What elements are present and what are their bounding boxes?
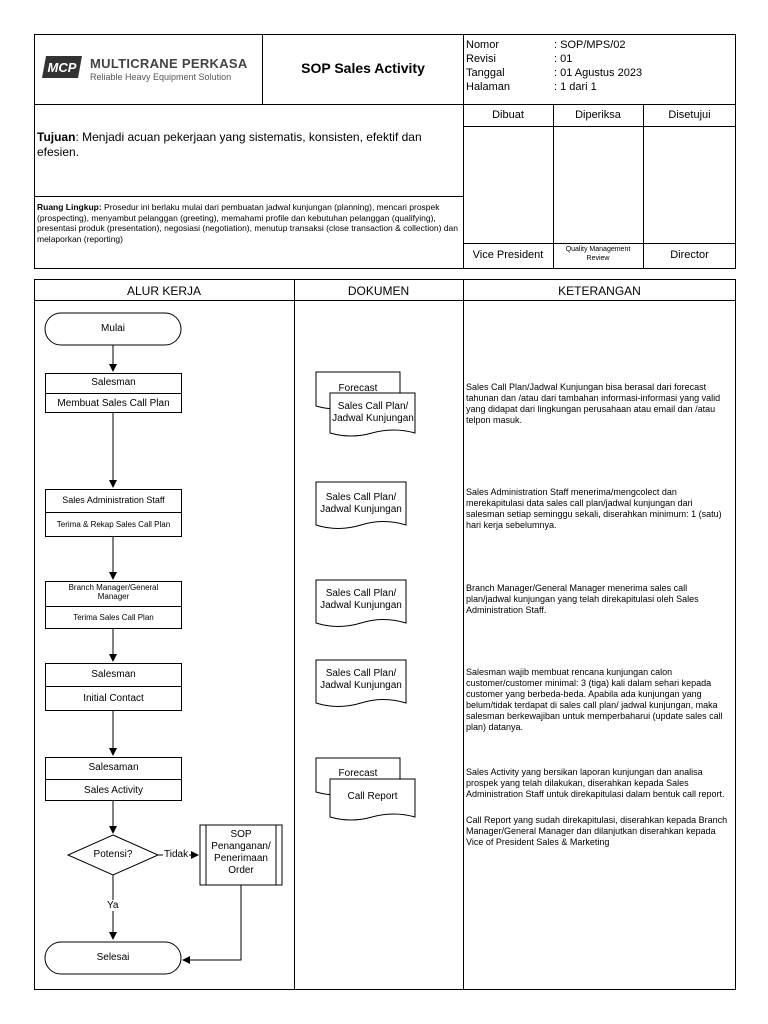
step-action: Sales Activity — [84, 785, 143, 796]
doc5-front-label: Call Report — [347, 791, 398, 802]
note-5: Sales Activity yang bersikan laporan kunjungan dan analisa prospek yang telah dilakukan, diserahkan kepada Sales Administration Staff untuk direkapitulasi dalam bentuk call report. — [466, 767, 725, 799]
step-role: Salesman — [91, 669, 136, 680]
meta-label: Nomor — [466, 39, 500, 51]
start-terminal: Mulai — [101, 323, 125, 334]
note-3: Branch Manager/General Manager menerima sales call plan/jadwal kunjungan yang telah direkapitulasi oleh Sales Administration Staff. — [466, 583, 699, 615]
step-role: Salesman — [91, 377, 136, 388]
approval-role-qmr: Quality Management Review — [565, 246, 631, 262]
end-terminal: Selesai — [96, 952, 130, 963]
sop-box: SOP Penanganan/ Penerimaan Order — [211, 829, 271, 876]
decision-yes-label: Ya — [107, 900, 119, 911]
approval-header-dibuat: Dibuat — [492, 109, 524, 121]
approval-header-diperiksa: Diperiksa — [575, 109, 621, 121]
note-1: Sales Call Plan/Jadwal Kunjungan bisa berasal dari forecast tahunan dan /atau dari tambahan informasi-informasi yang valid yang didapat dari lingkungan perusahaan atau email dan /atau telpon masuk. — [466, 382, 721, 425]
column-header-alur-kerja: ALUR KERJA — [126, 284, 202, 298]
step-role: Branch Manager/General Manager — [68, 583, 159, 601]
note-2: Sales Administration Staff menerima/mengcolect dan merekapitulasi data sales call plan/jadwal kunjungan dari salesman setiap seminggu sekali, diserahkan minimum: 1 (satu) hari kerja sebelumnya. — [466, 487, 722, 530]
step-role: Sales Administration Staff — [62, 495, 165, 505]
doc1-back-label: Forecast — [338, 383, 378, 394]
doc3-label: Sales Call Plan/ Jadwal Kunjungan — [320, 588, 402, 611]
meta-value: : 01 Agustus 2023 — [554, 67, 643, 79]
meta-label: Halaman — [466, 81, 511, 93]
doc5-back-label: Forecast — [338, 768, 378, 779]
step-role: Salesaman — [88, 762, 139, 773]
ruang-lingkup-label: Ruang Lingkup: — [37, 202, 102, 212]
meta-label: Tanggal — [466, 67, 505, 79]
doc-title: SOP Sales Activity — [301, 60, 425, 76]
tujuan-label: Tujuan — [37, 130, 76, 144]
ruang-lingkup-text: Prosedur ini berlaku mulai dari pembuatan jadwal kunjungan (planning), mencari prospek (prospecting), menyambut pelanggan (greeting), memahami profile dan kebutuhan pelanggan (qualifying), presentasi produk (presentation), negosiasi (negotiation), menutup transaksi (close transaction & collection) dan melaporkan (reporting) — [37, 202, 458, 244]
doc4-label: Sales Call Plan/ Jadwal Kunjungan — [320, 668, 402, 691]
note-4: Salesman wajib membuat rencana kunjungan calon customer/customer minimal: 3 (tiga) kali dalam sehari kepada customer yang berbeda-beda. Apabila ada kunjungan yang belum/tidak terdapat di sales call plan/ jadwal kunjungan, maka salesman berkewajiban untuk memperbaharui (update sales call plan) datanya. — [466, 667, 723, 732]
step-action: Membuat Sales Call Plan — [57, 398, 170, 409]
approval-header-disetujui: Disetujui — [668, 109, 711, 121]
meta-value: : SOP/MPS/02 — [554, 39, 626, 51]
note-6: Call Report yang sudah direkapitulasi, diserahkan kepada Branch Manager/General Manager dan dilanjutkan diserahkan kepada Vice of President Sales & Marketing — [466, 815, 728, 847]
company-name: MULTICRANE PERKASA — [90, 56, 248, 71]
logo-mark: MCP — [47, 60, 77, 75]
column-header-keterangan: KETERANGAN — [558, 284, 641, 298]
decision-no-label: Tidak — [164, 849, 189, 860]
doc2-label: Sales Call Plan/ Jadwal Kunjungan — [320, 492, 402, 515]
company-tagline: Reliable Heavy Equipment Solution — [90, 72, 232, 82]
decision-label: Potensi? — [93, 849, 133, 860]
step-action: Initial Contact — [83, 693, 144, 704]
doc1-front-label: Sales Call Plan/ Jadwal Kunjungan — [332, 401, 414, 424]
step-action: Terima Sales Call Plan — [73, 613, 154, 622]
approval-role-vp: Vice President — [472, 249, 544, 261]
column-header-dokumen: DOKUMEN — [347, 284, 410, 298]
step-action: Terima & Rekap Sales Call Plan — [56, 520, 171, 529]
tujuan-text: : Menjadi acuan pekerjaan yang sistematis, konsisten, efektif dan efesien. — [37, 130, 422, 159]
meta-value: : 01 — [554, 53, 573, 65]
meta-value: : 1 dari 1 — [554, 81, 597, 93]
arrow-sop-to-end — [183, 885, 241, 960]
approval-role-director: Director — [670, 249, 709, 261]
meta-label: Revisi — [466, 53, 496, 65]
